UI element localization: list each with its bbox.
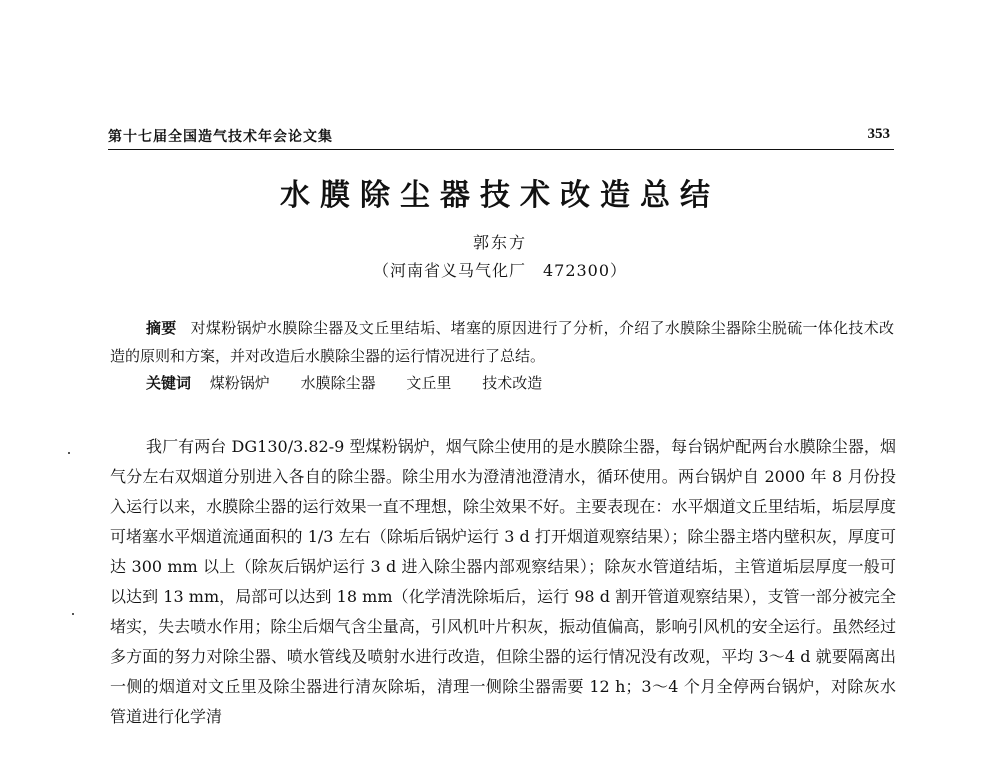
abstract-text: 对煤粉锅炉水膜除尘器及文丘里结垢、堵塞的原因进行了分析，介绍了水膜除尘器除尘脱硫一体化技术改造的原则和方案，并对改造后水膜除尘器的运行情况进行了总结。 bbox=[110, 319, 894, 365]
keywords-label: 关键词 bbox=[146, 374, 192, 392]
abstract-label: 摘要 bbox=[146, 319, 177, 337]
margin-mark bbox=[68, 452, 70, 454]
header-rule bbox=[108, 149, 894, 150]
author-name: 郭东方 bbox=[472, 233, 527, 252]
body-paragraph: 我厂有两台 DG130/3.82-9 型煤粉锅炉，烟气除尘使用的是水膜除尘器，每台锅炉配两台水膜除尘器，烟气分左右双烟道分别进入各自的除尘器。除尘用水为澄清池澄清水，循环使用。两台锅炉自 2000 年 8 月份投入运行以来，水膜除尘器的运行效果一直不理想，除尘效果不好。主要表现在：水平烟道文丘里结垢，垢层厚度可堵塞水平烟道流通面积的 1/3 左右（除垢后锅炉运行 3 d 打开烟道观察结果）；除尘器主塔内壁积灰，厚度可达 300 mm 以上（除灰后锅炉运行 3 d 进入除尘器内部观察结果）；除灰水管道结垢，主管道垢层厚度一般可以达到 13 mm，局部可以达到 18 mm（化学清洗除垢后，运行 98 d 割开管道观察结果），支管一部分被完全堵实，失去喷水作用；除尘后烟气含尘量高，引风机叶片积灰，振动值偏高，影响引风机的安全运行。虽然经过多方面的努力对除尘器、喷水管线及喷射水进行改造，但除尘器的运行情况没有改观，平均 3～4 d 就要隔离出一侧的烟道对文丘里及除尘器进行清灰除垢，清理一侧除尘器需要 12 h；3～4 个月全停两台锅炉，对除灰水管道进行化学清 bbox=[110, 437, 896, 726]
keyword-item: 技术改造 bbox=[482, 374, 543, 392]
article-title: 水膜除尘器技术改造总结 bbox=[280, 178, 720, 213]
keyword-item: 煤粉锅炉 bbox=[209, 374, 270, 392]
keywords bbox=[146, 372, 894, 393]
running-head-title: 第十七届全国造气技术年会论文集 bbox=[108, 129, 333, 145]
body-text bbox=[110, 432, 896, 732]
running-head bbox=[108, 126, 894, 146]
keyword-item: 文丘里 bbox=[406, 374, 452, 392]
abstract-paragraph bbox=[110, 314, 894, 370]
author-affiliation: （河南省义马气化厂 472300） bbox=[372, 261, 628, 280]
margin-mark bbox=[72, 613, 74, 615]
abstract bbox=[110, 314, 894, 370]
page-number: 353 bbox=[867, 126, 890, 142]
keyword-item: 水膜除尘器 bbox=[300, 374, 376, 392]
